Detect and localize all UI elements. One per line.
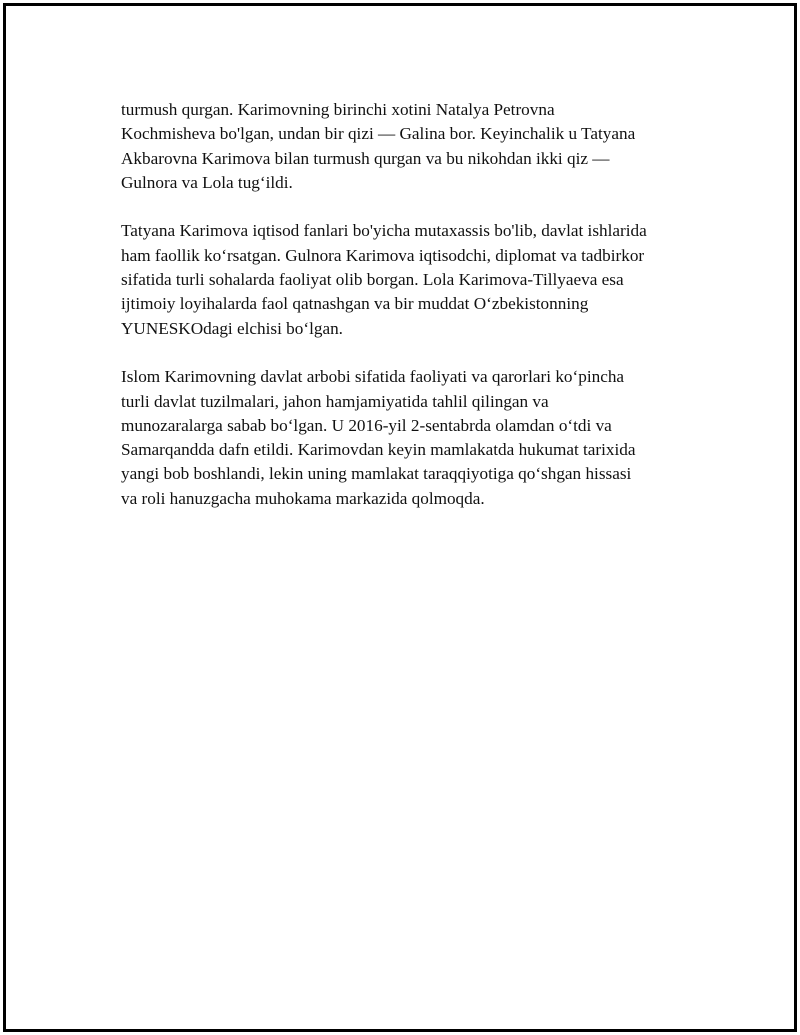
paragraph-line: munozaralarga sabab bo‘lgan. U 2016-yil 2-sentabrda olamdan o‘tdi va [121,415,612,435]
paragraph-3 [121,365,696,511]
paragraph-line: Kochmisheva bo'lgan, undan bir qizi — Galina bor. Keyinchalik u Tatyana [121,124,636,144]
paragraph-1 [121,98,696,195]
paragraph-2 [121,219,696,340]
paragraph-line: ijtimoiy loyihalarda faol qatnashgan va bir muddat O‘zbekistonning [121,294,589,314]
paragraph-line: Tatyana Karimova iqtisod fanlari bo'yicha mutaxassis bo'lib, davlat ishlarida [121,221,647,241]
paragraph-line: Gulnora va Lola tug‘ildi. [121,172,293,192]
paragraph-line: Akbarovna Karimova bilan turmush qurgan va bu nikohdan ikki qiz — [121,148,610,168]
paragraph-line: va roli hanuzgacha muhokama markazida qolmoqda. [121,488,485,508]
paragraph-line: turmush qurgan. Karimovning birinchi xotini Natalya Petrovna [121,100,555,119]
paragraph-line: yangi bob boshlandi, lekin uning mamlakat taraqqiyotiga qo‘shgan hissasi [121,464,632,484]
paragraph-line: YUNESKOdagi elchisi bo‘lgan. [121,318,343,338]
paragraph-line: Samarqandda dafn etildi. Karimovdan keyin mamlakatda hukumat tarixida [121,440,636,460]
paragraph-line: Islom Karimovning davlat arbobi sifatida faoliyati va qarorlari ko‘pincha [121,367,625,387]
document-page [3,3,797,1032]
document-body [121,98,696,535]
paragraph-line: sifatida turli sohalarda faoliyat olib borgan. Lola Karimova-Tillyaeva esa [121,270,624,290]
paragraph-line: ham faollik ko‘rsatgan. Gulnora Karimova iqtisodchi, diplomat va tadbirkor [121,245,645,265]
paragraph-line: turli davlat tuzilmalari, jahon hamjamiyatida tahlil qilingan va [121,391,549,411]
